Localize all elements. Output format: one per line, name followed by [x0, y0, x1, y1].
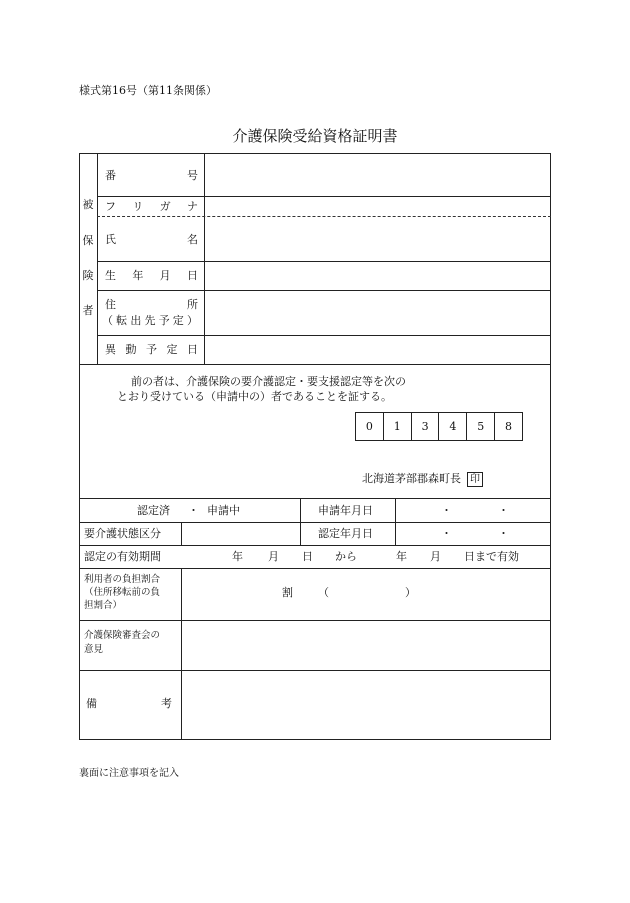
insurer-number-box [355, 412, 523, 441]
label-name: 氏 名 [105, 233, 198, 246]
validity-year: 年 [396, 550, 407, 563]
certification-line2: とおり受けている（申請中の）者であることを証する。 [117, 390, 392, 403]
burden-paren-open: （ [318, 586, 329, 599]
status-certified: 認定済 [137, 504, 170, 517]
certification-date-label: 認定年月日 [318, 527, 373, 540]
validity-year: 年 [232, 550, 243, 563]
insurer-digit: 3 [411, 413, 439, 440]
opinion-label: 介護保険審査会の [84, 630, 161, 641]
validity-label: 認定の有効期間 [84, 550, 161, 563]
insurer-digit: 1 [383, 413, 411, 440]
insured-label-char: 被 [82, 198, 94, 211]
insured-label-char: 険 [82, 269, 94, 282]
application-date-label: 申請年月日 [318, 504, 373, 517]
insurer-digit: 5 [466, 413, 494, 440]
certification-date-dot: ・ [441, 527, 452, 540]
burden-label: （住所移転前の負 [84, 587, 161, 598]
validity-from: から [335, 550, 357, 563]
status-dot: ・ [188, 504, 199, 517]
insured-label-char: 者 [82, 304, 94, 317]
burden-label: 利用者の負担割合 [84, 574, 161, 585]
application-date-dot: ・ [441, 504, 452, 517]
insurer-digit: 4 [438, 413, 466, 440]
burden-paren-close: ） [405, 586, 416, 599]
label-transfer-date: 異 動 予 定 日 [105, 343, 198, 356]
care-level-label: 要介護状態区分 [84, 527, 161, 540]
certification-date-dot: ・ [498, 527, 509, 540]
application-date-dot: ・ [498, 504, 509, 517]
certification-line1: 前の者は、介護保険の要介護認定・要支援認定等を次の [131, 375, 406, 388]
opinion-label: 意見 [84, 644, 104, 655]
validity-until: 日まで有効 [464, 550, 519, 563]
label-number: 番 号 [105, 169, 198, 182]
label-address-sub: （ 転 出 先 予 定 ） [102, 314, 198, 327]
issuer: 北海道茅部郡森町長 印 [362, 472, 483, 487]
form-number: 様式第16号（第11条関係） [79, 84, 217, 97]
validity-day: 日 [302, 550, 313, 563]
label-furigana: フ リ ガ ナ [105, 200, 198, 213]
burden-wari: 割 [282, 586, 293, 599]
footnote: 裏面に注意事項を記入 [79, 768, 179, 779]
validity-month: 月 [268, 550, 279, 563]
seal-mark: 印 [467, 472, 483, 487]
label-birthdate: 生 年 月 日 [105, 269, 198, 282]
remarks-label: 備 考 [86, 697, 172, 710]
insurer-digit: 8 [494, 413, 522, 440]
validity-month: 月 [430, 550, 441, 563]
insurer-digit: 0 [365, 420, 373, 433]
status-applying: 申請中 [207, 504, 240, 517]
document-title: 介護保険受給資格証明書 [232, 127, 398, 145]
label-address: 住 所 [105, 298, 198, 311]
insured-label-char: 保 [82, 234, 94, 247]
burden-label: 担割合） [84, 600, 123, 611]
